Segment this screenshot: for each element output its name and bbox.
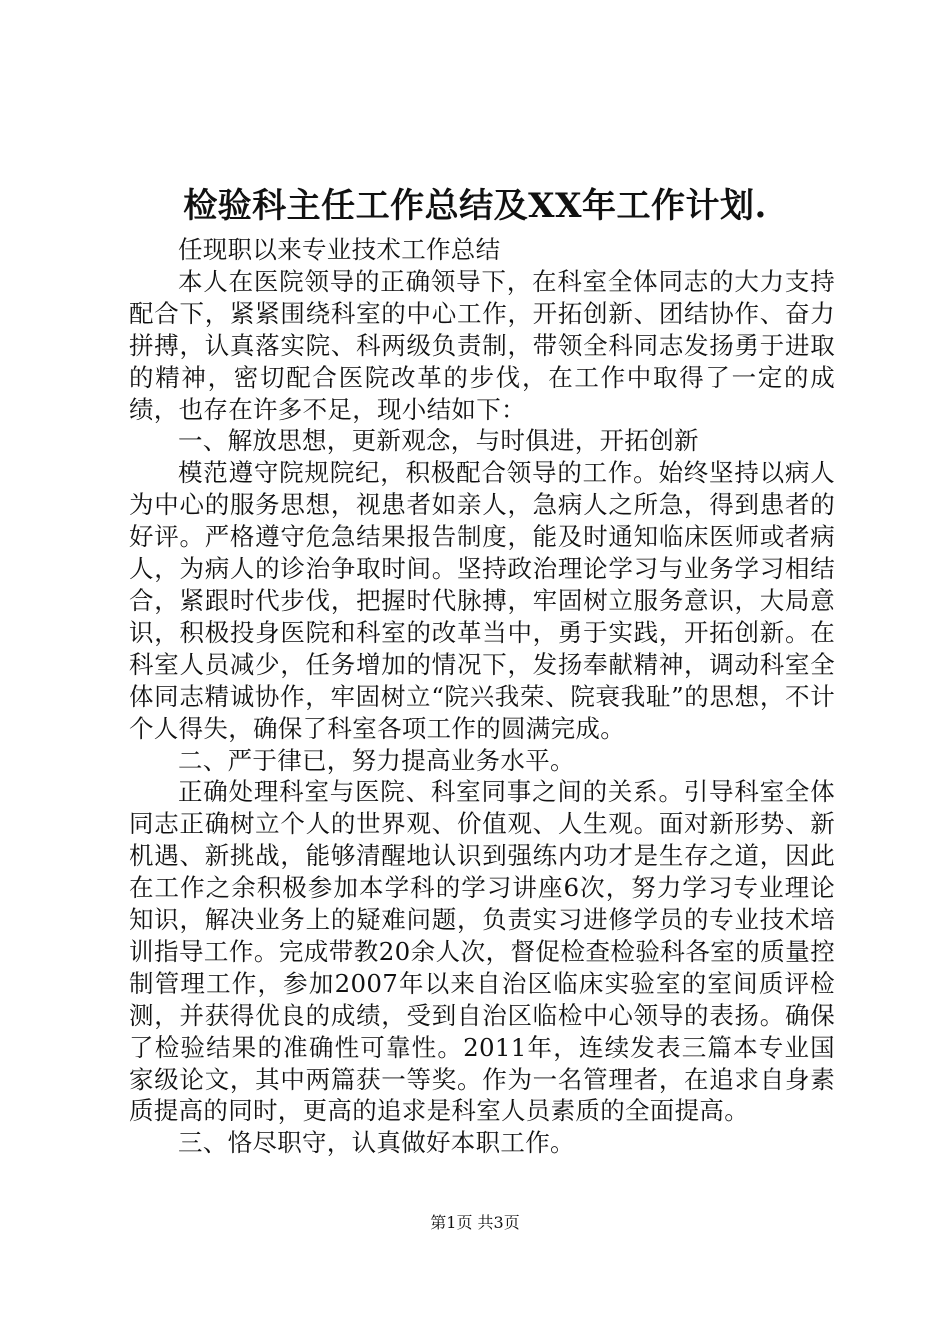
intro-paragraph: 本人在医院领导的正确领导下，在科室全体同志的大力支持配合下，紧紧围绕科室的中心工作，开拓创新、团结协作、奋力拼搏，认真落实院、科两级负责制，带领全科同志发扬勇于进取的精神，密切配合医院改革的步伐，在工作中取得了一定的成绩，也存在许多不足，现小结如下： (129, 266, 835, 424)
page-footer: 第1页 共3页 (430, 1213, 520, 1232)
document-body (129, 234, 835, 1159)
section-subtitle: 任现职以来专业技术工作总结 (178, 235, 501, 264)
section-heading-2: 二、严于律已，努力提高业务水平。 (178, 745, 575, 775)
page-title: 检验科主任工作总结及XX年工作计划. (183, 186, 767, 226)
section-1-paragraph: 模范遵守院规院纪，积极配合领导的工作。始终坚持以病人为中心的服务思想，视患者如亲人，急病人之所急，得到患者的好评。严格遵守危急结果报告制度，能及时通知临床医师或者病人，为病人的诊治争取时间。坚持政治理论学习与业务学习相结合，紧跟时代步伐，把握时代脉搏，牢固树立服务意识，大局意识，积极投身医院和科室的改革当中，勇于实践，开拓创新。在科室人员减少，任务增加的情况下，发扬奉献精神，调动科室全体同志精诚协作，牢固树立“院兴我荣、院衰我耻”的思想，不计个人得失，确保了科室各项工作的圆满完成。 (129, 458, 835, 743)
section-heading-1: 一、解放思想，更新观念，与时俱进，开拓创新 (178, 426, 699, 456)
section-2-paragraph: 正确处理科室与医院、科室同事之间的关系。引导科室全体同志正确树立个人的世界观、价值观、人生观。面对新形势、新机遇、新挑战，能够清醒地认识到强练内功才是生存之道，因此在工作之余积极参加本学科的学习讲座6次，努力学习专业理论知识，解决业务上的疑难问题，负责实习进修学员的专业技术培训指导工作。完成带教20余人次，督促检查检验科各室的质量控制管理工作，参加2007年以来自治区临床实验室的室间质评检测，并获得优良的成绩，受到自治区临检中心领导的表扬。确保了检验结果的准确性可靠性。2011年，连续发表三篇本专业国家级论文，其中两篇获一等奖。作为一名管理者，在追求自身素质提高的同时，更高的追求是科室人员素质的全面提高。 (129, 777, 835, 1126)
section-heading-3: 三、恪尽职守，认真做好本职工作。 (178, 1128, 575, 1158)
